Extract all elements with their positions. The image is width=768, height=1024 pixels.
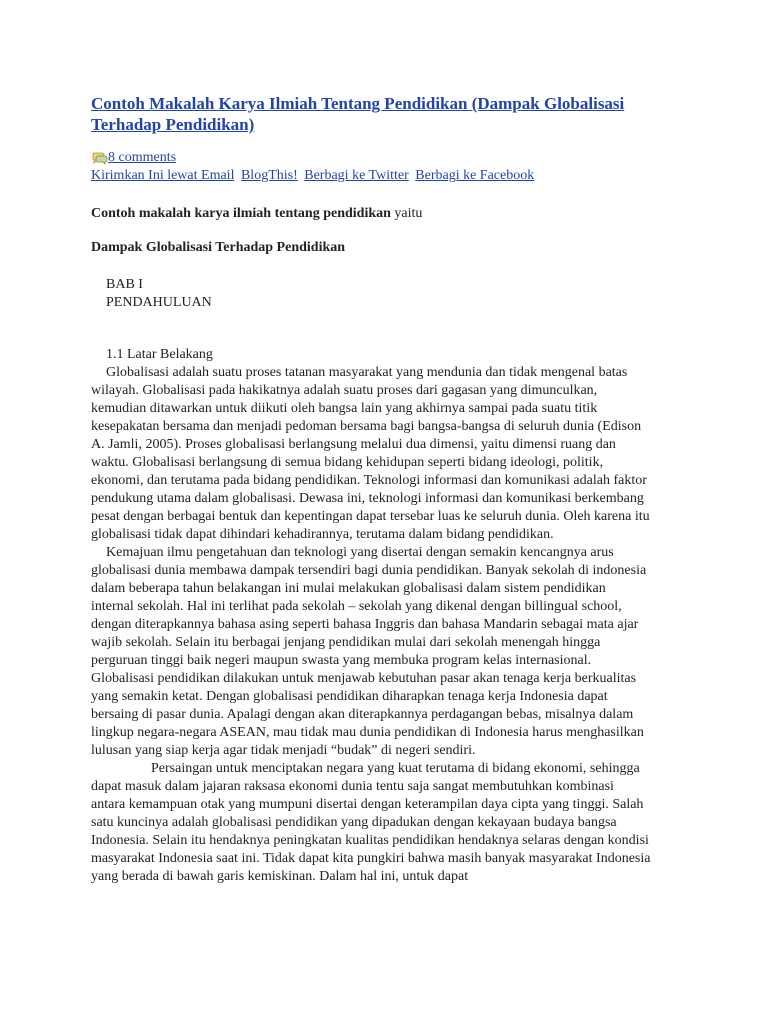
paragraph-3: Persaingan untuk menciptakan negara yang kuat terutama di bidang ekonomi, sehingga dapat masuk dalam jajaran raksasa ekonomi dunia tentu saja sangat membutuhkan kombinasi antara kemampuan otak yang mumpuni disertai dengan keterampilan daya cipta yang tinggi. Salah satu kuncinya adalah globalisasi pendidikan yang dipadukan dengan kekayaan budaya bangsa Indonesia. Selain itu hendaknya peningkatan kualitas pendidikan hendaknya selaras dengan kondisi masyarakat Indonesia saat ini. Tidak dapat kita pungkiri bahwa masih banyak masyarakat Indonesia yang berada di bawah garis kemiskinan. Dalam hal ini, untuk dapat (91, 761, 651, 884)
intro-line (91, 205, 422, 223)
paragraph-1: Globalisasi adalah suatu proses tatanan masyarakat yang mendunia dan tidak mengenal batas wilayah. Globalisasi pada hakikatnya adalah suatu proses dari gagasan yang dimunculkan, kemudian ditawarkan untuk diikuti oleh bangsa lain yang akhirnya sampai pada suatu titik kesepakatan bersama dan menjadi pedoman bersama bagi bangsa-bangsa di seluruh dunia (Edison A. Jamli, 2005). Proses globalisasi berlangsung melalui dua dimensi, yaitu dimensi ruang dan waktu. Globalisasi berlangsung di semua bidang kehidupan seperti bidang ideologi, politik, ekonomi, dan terutama pada bidang pendidikan. Teknologi informasi dan komunikasi adalah faktor pendukung utama dalam globalisasi. Dewasa ini, teknologi informasi dan komunikasi berkembang pesat dengan berbagai bentuk dan kepentingan dapat tersebar luas ke seluruh dunia. Oleh karena itu globalisasi tidak dapat dihindari kehadirannya, terutama dalam bidang pendidikan. (91, 365, 650, 542)
speech-bubble-icon (91, 151, 108, 165)
article-body (91, 346, 651, 886)
article-subheading: Dampak Globalisasi Terhadap Pendidikan (91, 240, 346, 255)
comments-link[interactable]: 8 comments (108, 150, 177, 165)
post-title-link[interactable]: Contoh Makalah Karya Ilmiah Tentang Pendidikan (Dampak Globalisasi Terhadap Pendidikan) (91, 94, 625, 134)
intro-rest: yaitu (390, 206, 423, 221)
share-links (91, 167, 537, 185)
chapter-heading (106, 276, 212, 312)
chapter-title: PENDAHULUAN (106, 295, 212, 310)
chapter-number: BAB I (106, 277, 143, 292)
share-twitter-link[interactable]: Berbagi ke Twitter (304, 168, 409, 183)
section-heading: 1.1 Latar Belakang (106, 347, 213, 362)
paragraph-2: Kemajuan ilmu pengetahuan dan teknologi yang disertai dengan semakin kencangnya arus globalisasi dunia membawa dampak tersendiri bagi dunia pendidikan. Banyak sekolah di indonesia dalam beberapa tahun belakangan ini mulai melakukan globalisasi dalam sistem pendidikan internal sekolah. Hal ini terlihat pada sekolah – sekolah yang dikenal dengan billingual school, dengan diterapkannya bahasa asing seperti bahasa Inggris dan bahasa Mandarin sebagai mata ajar wajib sekolah. Selain itu berbagai jenjang pendidikan mulai dari sekolah menengah hingga perguruan tinggi baik negeri maupun swasta yang membuka program kelas internasional. Globalisasi pendidikan dilakukan untuk menjawab kebutuhan pasar akan tenaga kerja berkualitas yang semakin ketat. Dengan globalisasi pendidikan diharapkan tenaga kerja Indonesia dapat bersaing di pasar dunia. Apalagi dengan akan diterapkannya perdagangan bebas, misalnya dalam lingkup negara-negara ASEAN, mau tidak mau dunia pendidikan di Indonesia harus menghasilkan lulusan yang siap kerja agar tidak menjadi “budak” di negeri sendiri. (91, 545, 647, 758)
share-email-link[interactable]: Kirimkan Ini lewat Email (91, 168, 235, 183)
blogthis-link[interactable]: BlogThis! (240, 168, 298, 183)
comments-row (91, 148, 176, 168)
post-title (91, 93, 671, 135)
share-facebook-link[interactable]: Berbagi ke Facebook (415, 168, 535, 183)
intro-bold: Contoh makalah karya ilmiah tentang pendidikan (91, 206, 391, 221)
